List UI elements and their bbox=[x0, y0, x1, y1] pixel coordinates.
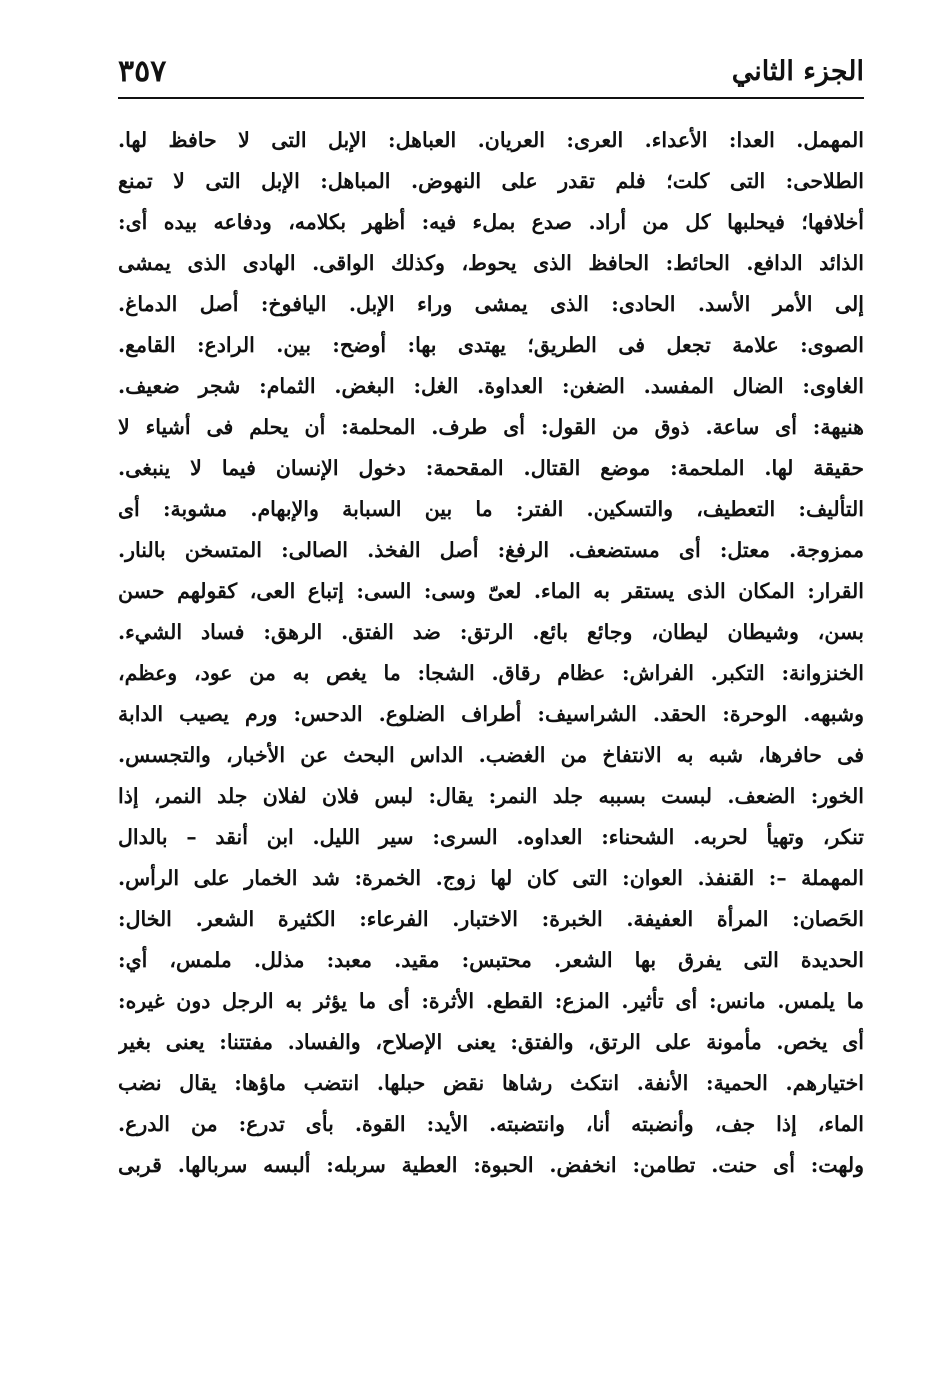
text-line: التأليف: التعطيف، والتسكين. الفتر: ما بين السبابة والإبهام. مشوبة: أى bbox=[118, 497, 864, 521]
text-line: بسن، وشيطان ليطان، وجائع بائع. الرتق: ضد الفتق. الرهق: فساد الشيء. bbox=[118, 620, 864, 644]
text-line: ولهت: أى حنت. تطامن: انخفض. الحبوة: العطية سربله: ألبسه سربالها. قربى bbox=[118, 1153, 864, 1177]
page-header bbox=[118, 52, 864, 96]
text-line: الصوى: علامة تجعل فى الطريق؛ يهتدى بها: أوضح: بين. الرادع: القامع. bbox=[118, 333, 864, 357]
text-line: إلى الأمر الأسد. الحادى: الذى يمشى وراء الإبل. اليافوخ: أصل الدماغ. bbox=[118, 292, 864, 316]
text-line: الخور: الضعف. لبست بسببه جلد النمر: يقال: لبس فلان لفلان جلد النمر، إذا bbox=[118, 784, 864, 808]
text-line: فى حافرها، شبه به الانتفاخ من الغضب. الداس البحث عن الأخبار، والتجسس. bbox=[118, 743, 864, 767]
text-line: المهمل. العدا: الأعداء. العرى: العريان. العباهل: الإبل التى لا حافظ لها. bbox=[118, 128, 864, 152]
text-line: حقيقة لها. الملحمة: موضع القتال. المقحمة: دخول الإنسان فيما لا ينبغى. bbox=[118, 456, 864, 480]
header-rule bbox=[118, 97, 864, 99]
text-line: ما يلمس. مانس: أى تأثير. المزع: القطع. الأثرة: أى ما يؤثر به الرجل دون غيره: bbox=[118, 989, 864, 1013]
text-line: الطلاحى: التى كلت؛ فلم تقدر على النهوض. المباهل: الإبل التى لا تمنع bbox=[118, 169, 864, 193]
text-line: وشبهه. الوحرة: الحقد. الشراسيف: أطراف الضلوع. الدحس: ورم يصيب الدابة bbox=[118, 702, 864, 726]
text-line: الماء، إذا جف، وأنضبته أنا، وانتضبته. الأيد: القوة. بأى تدرع: من الدرع. bbox=[118, 1112, 864, 1136]
text-line: الذائد الدافع. الحائط: الحافظ الذى يحوط، وكذلك الواقى. الهادى الذى يمشى bbox=[118, 251, 864, 275]
text-line: القرار: المكان الذى يستقر به الماء. لعىّ وسى: السى: إتباع العى، كقولهم حسن bbox=[118, 579, 864, 603]
text-line: اختيارهم. الحمية: الأنفة. انتكث رشاها نقض حبلها. انتضب ماؤها: يقال نضب bbox=[118, 1071, 864, 1095]
text-line: الخنزوانة: التكبر. الفراش: عظام رقاق. الشجا: ما يغص به من عود، وعظم، bbox=[118, 661, 864, 685]
text-line: هنيهة: أى ساعة. ذوق من القول: أى طرف. المحلمة: أن يحلم فى أشياء لا bbox=[118, 415, 864, 439]
text-line: الغاوى: الضال المفسد. الضغن: العداوة. الغل: البغض. الثمام: شجر ضعيف. bbox=[118, 374, 864, 398]
text-line: أى يخص. مأمونة على الرتق، والفتق: يعنى الإصلاح، والفساد. مفتتنا: يعنى بغير bbox=[118, 1030, 864, 1054]
page-number: ٣٥٧ bbox=[118, 54, 167, 89]
text-line: الحَصان: المرأة العفيفة. الخبرة: الاختبار. الفرعاء: الكثيرة الشعر. الخال: bbox=[118, 907, 864, 931]
text-line: المهملة –: القنفذ. العوان: التى كان لها زوج. الخمرة: شد الخمار على الرأس. bbox=[118, 866, 864, 890]
text-line: ممزوجة. معتل: أى مستضعف. الرفغ: أصل الفخذ. الصالى: المتسخن بالنار. bbox=[118, 538, 864, 562]
text-line: تنكر، وتهيأ لحربه. الشحناء: العداوه. السرى: سير الليل. ابن أنقد – بالدال bbox=[118, 825, 864, 849]
text-line: الحديدة التى يفرق بها الشعر. محتبس: مقيد. معبد: مذلل. ملمس، أي: bbox=[118, 948, 864, 972]
page-body bbox=[118, 120, 864, 1186]
text-line: أخلافها؛ فيحلبها كل من أراد. صدع بملء فيه: أظهر بكلامه، ودفاعه بيده أى: bbox=[118, 210, 864, 234]
running-title: الجزء الثاني bbox=[731, 56, 864, 87]
